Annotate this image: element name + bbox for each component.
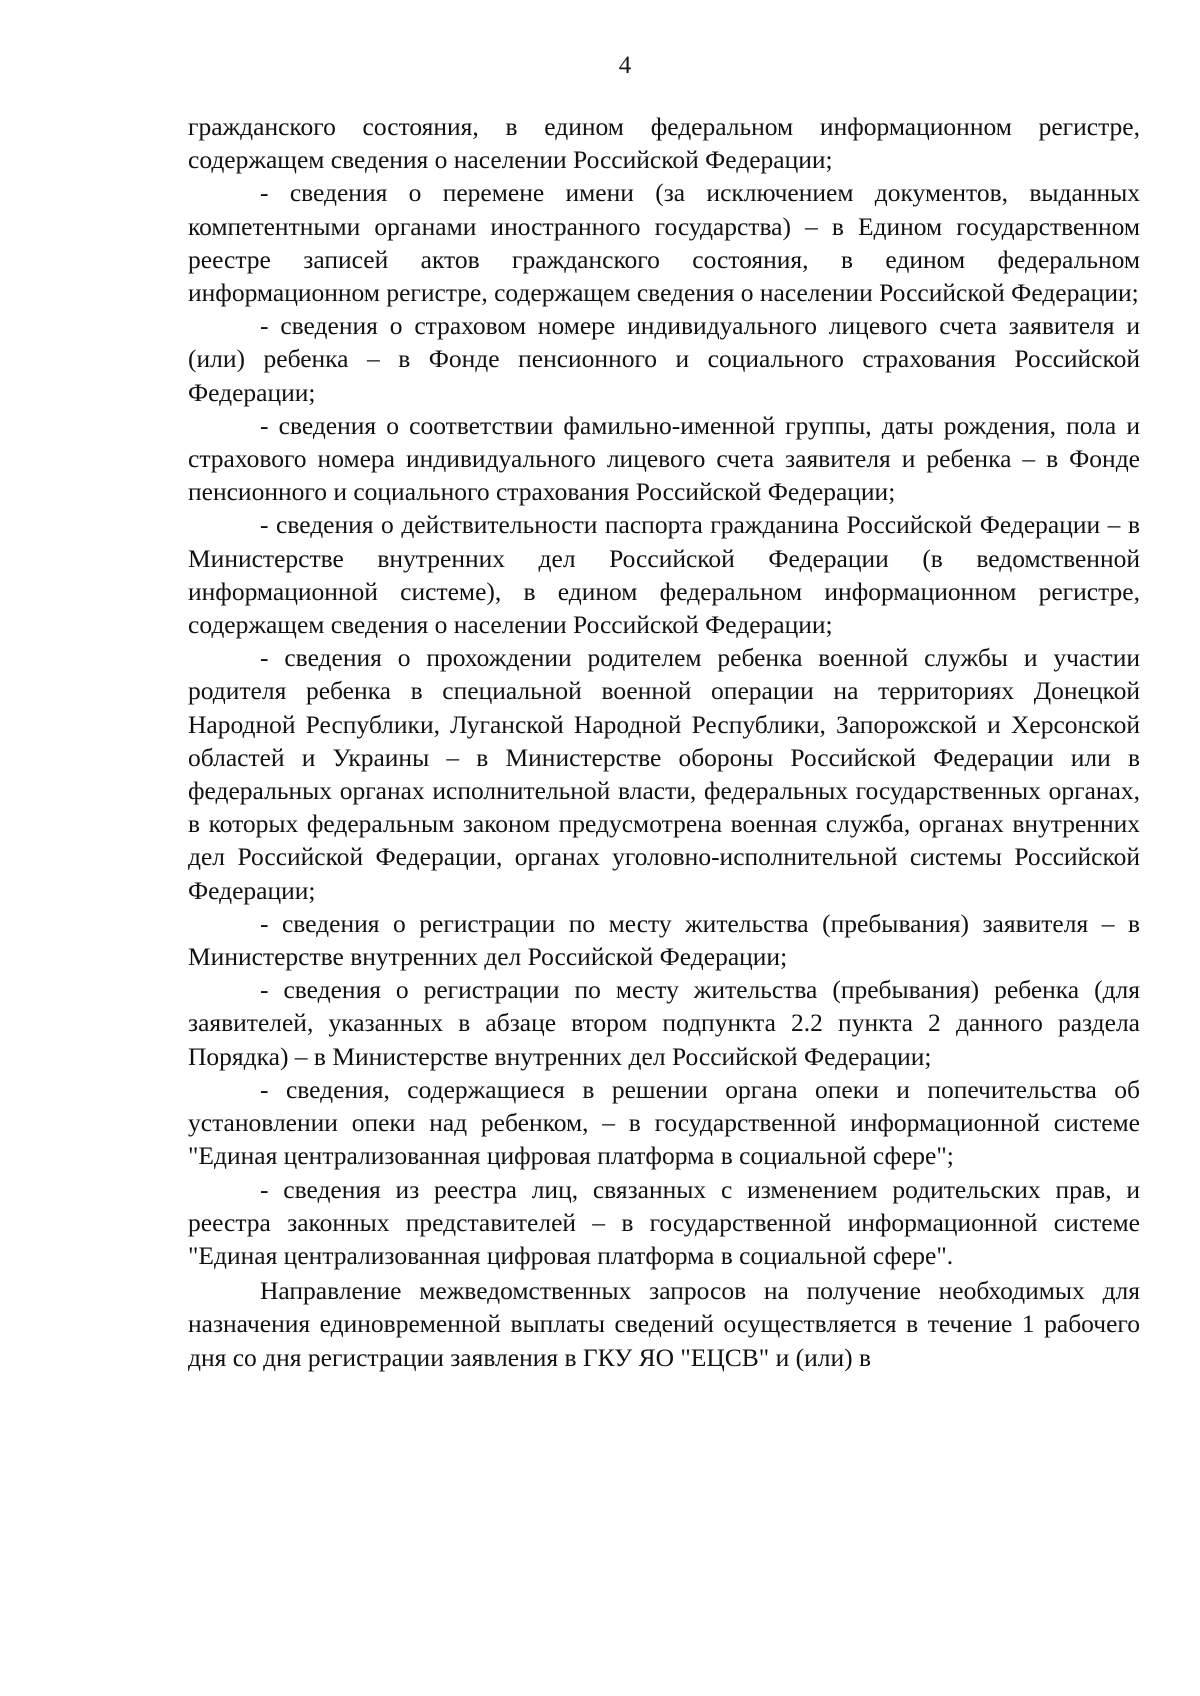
paragraph-insurance-number: - сведения о страховом номере индивидуального лицевого счета заявителя и (или) ребенка – в Фонде пенсионного и социального страхования Российской Федерации; — [188, 311, 1140, 407]
paragraph-military-service: - сведения о прохождении родителем ребенка военной службы и участии родителя ребенка в специальной военной операции на территориях Донецкой Народной Республики, Луганской Народной Республики, Запорожской и Херсонской областей и Украины – в Министерстве обороны Российской Федерации или в федеральных органах исполнительной власти, федеральных государственных органах, в которых федеральным законом предусмотрена военная служба, органах внутренних дел Российской Федерации, органах уголовно-исполнительной системы Российской Федерации; — [188, 643, 1140, 905]
paragraph-guardianship: - сведения, содержащиеся в решении органа опеки и попечительства об установлении опеки над ребенком, – в государственной информационной системе "Единая централизованная цифровая платформа в социальной сфере"; — [188, 1074, 1140, 1171]
paragraph-name-change: - сведения о перемене имени (за исключением документов, выданных компетентными органами иностранного государства) – в Едином государственном реестре записей актов гражданского состояния, в едином федеральном информационном регистре, содержащем сведения о населении Российской Федерации; — [188, 178, 1140, 308]
paragraph-passport-validity: - сведения о действительности паспорта гражданина Российской Федерации – в Министерстве внутренних дел Российской Федерации (в ведомственной информационной системе), в едином федеральном информационном регистре, содержащем сведения о населении Российской Федерации; — [188, 510, 1140, 640]
paragraph-parental-rights-registry: - сведения из реестра лиц, связанных с изменением родительских прав, и реестра законных представителей – в государственной информационной системе "Единая централизованная цифровая платформа в социальной сфере". — [188, 1174, 1140, 1270]
document-body — [188, 110, 1140, 1374]
paragraph-name-group-match: - сведения о соответствии фамильно-именной группы, даты рождения, пола и страхового номера индивидуального лицевого счета заявителя и ребенка – в Фонде пенсионного и социального страхования Российской Федерации; — [188, 410, 1140, 507]
paragraph-interagency-requests: Направление межведомственных запросов на получение необходимых для назначения единовременной выплаты сведений осуществляется в течение 1 рабочего дня со дня регистрации заявления в ГКУ ЯО "ЕЦСВ" и (или) в — [188, 1276, 1140, 1372]
paragraph-continuation: гражданского состояния, в едином федеральном информационном регистре, содержащем сведения о населении Российской Федерации; — [188, 112, 1140, 175]
page-number: 4 — [618, 52, 632, 79]
paragraph-applicant-registration: - сведения о регистрации по месту жительства (пребывания) заявителя – в Министерстве внутренних дел Российской Федерации; — [188, 908, 1140, 972]
paragraph-child-registration: - сведения о регистрации по месту жительства (пребывания) ребенка (для заявителей, указанных в абзаце втором подпункта 2.2 пункта 2 данного раздела Порядка) – в Министерстве внутренних дел Российской Федерации; — [188, 975, 1140, 1071]
